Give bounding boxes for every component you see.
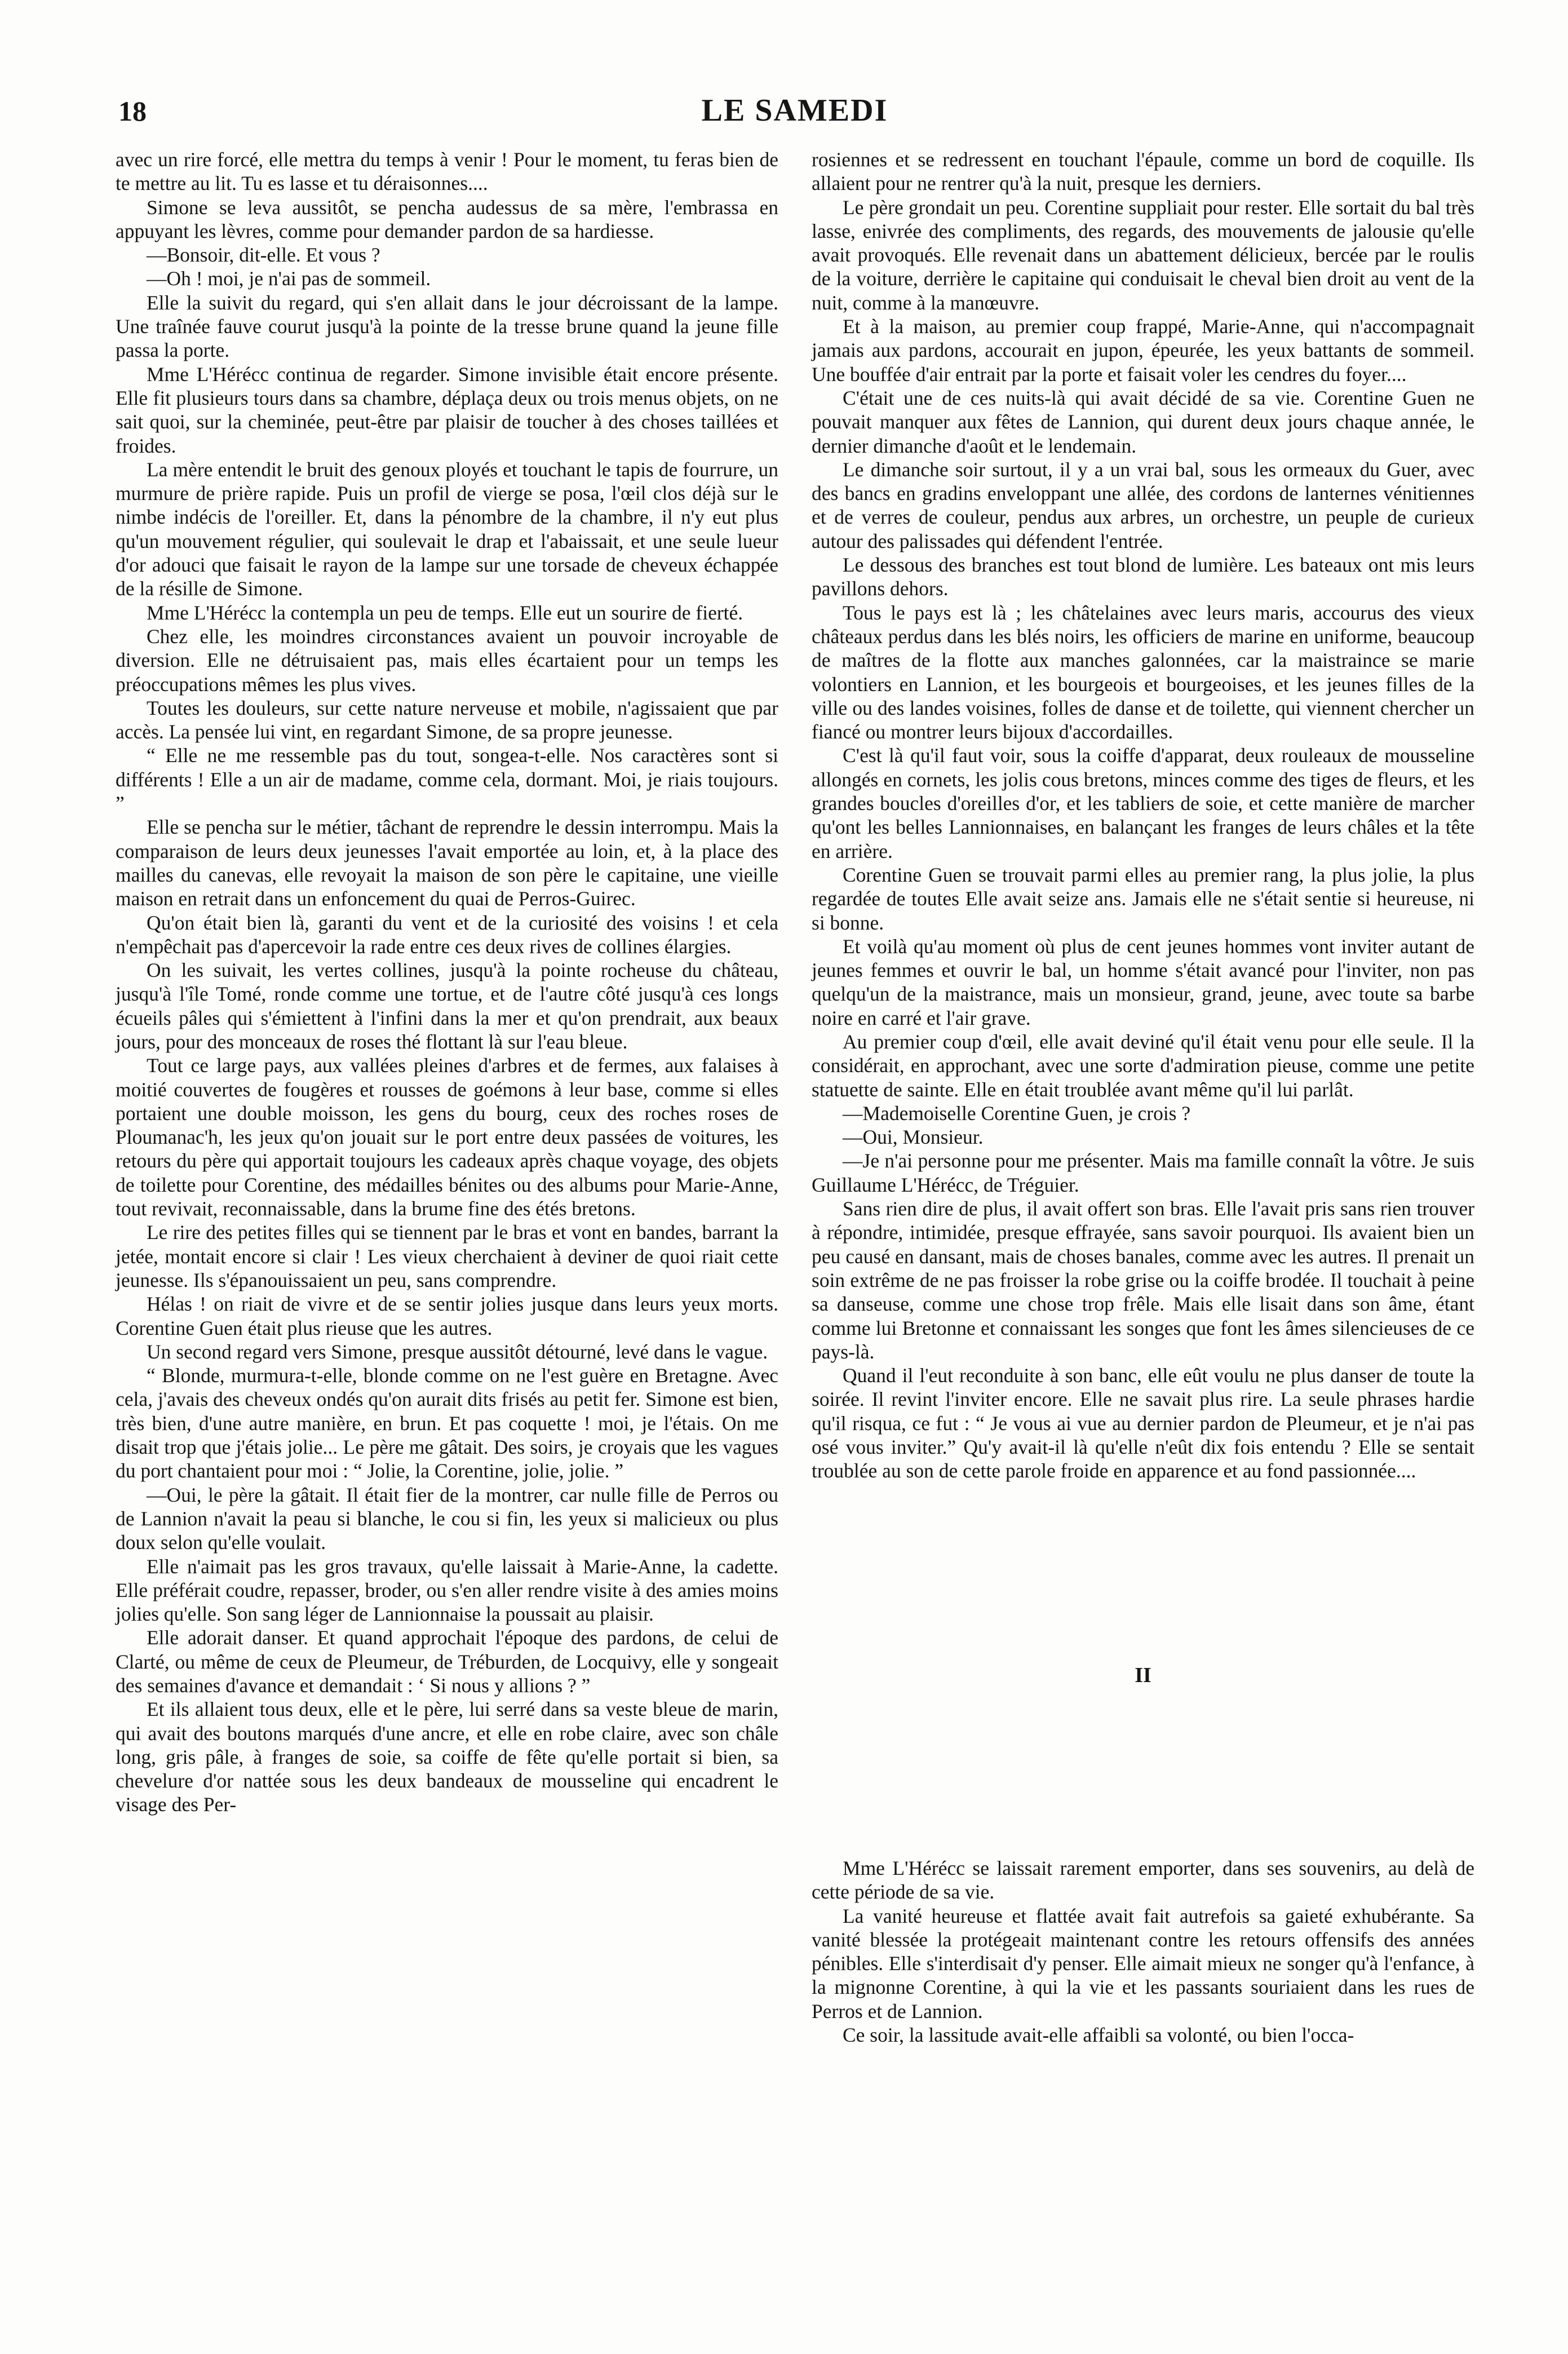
paragraph: Elle n'aimait pas les gros travaux, qu'elle laissait à Marie-Anne, la cadette. Elle préférait coudre, repasser, broder, ou s'en aller rendre visite à des amies moins jolies qu'elle. Son sang léger de Lannionnaise la poussait au plaisir. xyxy=(116,1555,778,1626)
paragraph: Le dessous des branches est tout blond de lumière. Les bateaux ont mis leurs pavillons dehors. xyxy=(812,554,1474,600)
paragraph: “ Blonde, murmura-t-elle, blonde comme on ne l'est guère en Bretagne. Avec cela, j'avais des cheveux ondés qu'on aurait dits frisés au petit fer. Simone est bien, très bien, d'une autre manière, en brun. Et pas coquette ! moi, je l'étais. On me disait trop que j'étais jolie... Le père me gâtait. Des soirs, je croyais que les vagues du port chantaient pour moi : “ Jolie, la Corentine, jolie, jolie. ” xyxy=(116,1364,778,1483)
paragraph: Et ils allaient tous deux, elle et le père, lui serré dans sa veste bleue de marin, qui avait des boutons marqués d'une ancre, et elle en robe claire, avec son châle long, gris pâle, à franges de soie, sa coiffe de fête qu'elle portait si bien, sa chevelure d'or nattée sous les deux bandeaux de mousseline qui encadrent le visage des Per- xyxy=(116,1698,778,1816)
paragraph: Sans rien dire de plus, il avait offert son bras. Elle l'avait pris sans rien trouver à répondre, intimidée, presque effrayée, sans savoir pourquoi. Ils avaient bien un peu causé en dansant, mais de choses banales, comme avec les autres. Il prenait un soin extrême de ne pas froisser la robe grise ou la coiffe brodée. Il touchait à peine sa danseuse, comme une chose trop frêle. Mais elle lisait dans son âme, étant comme lui Bretonne et connaissant les songes que font les âmes silencieuses de ce pays-là. xyxy=(812,1197,1474,1363)
paragraph: —Oh ! moi, je n'ai pas de sommeil. xyxy=(147,267,431,290)
paragraph: Le rire des petites filles qui se tiennent par le bras et vont en bandes, barrant la jetée, montait encore si clair ! Les vieux cherchaient à deviner de quoi riait cette jeunesse. Ils s'épanouissaient un peu, sans comprendre. xyxy=(116,1221,778,1291)
paragraph: Corentine Guen se trouvait parmi elles au premier rang, la plus jolie, la plus regardée de toutes Elle avait seize ans. Jamais elle ne s'était sentie si heureuse, ni si bonne. xyxy=(812,863,1474,934)
right-column-after xyxy=(812,1856,1474,2047)
paragraph: Et à la maison, au premier coup frappé, Marie-Anne, qui n'accompagnait jamais aux pardons, accourait en jupon, épeurée, les yeux battants de sommeil. Une bouffée d'air entrait par la porte et faisait voler les cendres du foyer.... xyxy=(812,315,1474,386)
paragraph: Un second regard vers Simone, presque aussitôt détourné, levé dans le vague. xyxy=(147,1340,768,1363)
paragraph: —Bonsoir, dit-elle. Et vous ? xyxy=(147,244,380,267)
right-column xyxy=(812,148,1474,2047)
paragraph: Tous le pays est là ; les châtelaines avec leurs maris, accourus des vieux châteaux perdus dans les blés noirs, les officiers de marine en uniforme, beaucoup de maîtres de la flotte aux manches galonnées, car la maistraince se marie volontiers en Lannion, et les bourgeois et bourgeoises, et les jeunes filles de la ville ou des landes voisines, folles de danse et de toilette, qui viennent chercher un fiancé ou montrer leurs bijoux d'accordailles. xyxy=(812,601,1474,744)
paragraph: —Je n'ai personne pour me présenter. Mais ma famille connaît la vôtre. Je suis Guillaume L'Hérécc, de Tréguier. xyxy=(812,1149,1474,1196)
paragraph: La mère entendit le bruit des genoux ployés et touchant le tapis de fourrure, un murmure de prière rapide. Puis un profil de vierge se posa, l'œil clos déjà sur le nimbe indécis de l'oreiller. Et, dans la pénombre de la chambre, il n'y eut plus qu'un mouvement régulier, qui soulevait le drap et l'abaissait, et une seule lueur d'or adouci que faisait le rayon de la lampe sur une torsade de cheveux échappée de la résille de Simone. xyxy=(116,458,778,600)
left-column xyxy=(116,148,778,1817)
paragraph: Chez elle, les moindres circonstances avaient un pouvoir incroyable de diversion. Elle ne détruisaient pas, mais elles écartaient pour un temps les préoccupations mêmes les plus vives. xyxy=(116,625,778,696)
section-heading: II xyxy=(1135,1663,1151,1687)
paragraph: Elle la suivit du regard, qui s'en allait dans le jour décroissant de la lampe. Une traînée fauve courut jusqu'à la pointe de la tresse brune quand la jeune fille passa la porte. xyxy=(116,291,778,362)
paragraph: —Oui, le père la gâtait. Il était fier de la montrer, car nulle fille de Perros ou de Lannion n'avait la peau si blanche, le cou si fin, les yeux si malicieux ou plus doux selon qu'elle voulait. xyxy=(116,1483,778,1554)
paragraph: “ Elle ne me ressemble pas du tout, songea-t-elle. Nos caractères sont si différents ! Elle a un air de madame, comme cela, dormant. Moi, je riais toujours. ” xyxy=(116,744,778,815)
paragraph: Au premier coup d'œil, elle avait deviné qu'il était venu pour elle seule. Il la considérait, en approchant, avec une sorte d'admiration pieuse, comme une petite statuette de sainte. Elle en était troublée avant même qu'il lui parlât. xyxy=(812,1030,1474,1101)
paragraph: C'est là qu'il faut voir, sous la coiffe d'apparat, deux rouleaux de mousseline allongés en cornets, les jolis cous bretons, minces comme des tiges de fleurs, et les grandes boucles d'oreilles d'or, et les tabliers de soie, et cette manière de marcher qu'ont les belles Lannionnaises, en balançant les franges de leurs châles et la tête en arrière. xyxy=(812,744,1474,862)
paragraph: Le dimanche soir surtout, il y a un vrai bal, sous les ormeaux du Guer, avec des bancs en gradins enveloppant une allée, des cordons de lanternes vénitiennes et de verres de couleur, pendus aux arbres, un orchestre, un peuple de curieux autour des palissades qui défendent l'entrée. xyxy=(812,458,1474,552)
paragraph: Tout ce large pays, aux vallées pleines d'arbres et de fermes, aux falaises à moitié couvertes de fougères et rousses de goémons à leur base, comme si elles portaient une double moisson, les gens du bourg, ceux des roches roses de Ploumanac'h, les jeux qu'on jouait sur le port entre deux passées de voitures, les retours du père qui apportait toujours les cadeaux après chaque voyage, des objets de toilette pour Corentine, des médailles bénites ou des albums pour Marie-Anne, tout revivait, reconnaissable, dans la brume fine des étés bretons. xyxy=(116,1054,778,1220)
paragraph: Toutes les douleurs, sur cette nature nerveuse et mobile, n'agissaient que par accès. La pensée lui vint, en regardant Simone, de sa propre jeunesse. xyxy=(116,696,778,744)
paragraph: La vanité heureuse et flattée avait fait autrefois sa gaieté exhubérante. Sa vanité blessée la protégeait maintenant contre les retours offensifs des années pénibles. Elle s'interdisait d'y penser. Elle aimait mieux ne songer qu'à l'enfance, à la mignonne Corentine, à qui la vie et les passants souriaient dans les rues de Perros et de Lannion. xyxy=(812,1904,1474,2023)
paragraph: avec un rire forcé, elle mettra du temps à venir ! Pour le moment, tu feras bien de te mettre au lit. Tu es lasse et tu déraisonnes.... xyxy=(116,148,778,195)
paragraph: Qu'on était bien là, garanti du vent et de la curiosité des voisins ! et cela n'empêchait pas d'apercevoir la rade entre ces deux rives de collines élargies. xyxy=(116,911,778,958)
paragraph: —Mademoiselle Corentine Guen, je crois ? xyxy=(843,1101,1191,1125)
paragraph: Mme L'Hérécc la contempla un peu de temps. Elle eut un sourire de fierté. xyxy=(147,601,743,624)
paragraph: Quand il l'eut reconduite à son banc, elle eût voulu ne plus danser de toute la soirée. Il revint l'inviter encore. Elle ne savait plus rire. La seule phrases hardie qu'il risqua, ce fut : “ Je vous ai vue au dernier pardon de Pleumeur, et je n'ai pas osé vous inviter.” Qu'y avait-il là qu'elle n'eût dix fois entendu ? Elle se sentait troublée au son de cette parole froide en apparence et au fond passionnée.... xyxy=(812,1364,1474,1483)
paragraph: Ce soir, la lassitude avait-elle affaibli sa volonté, ou bien l'occa- xyxy=(843,2024,1354,2046)
paragraph: Elle adorait danser. Et quand approchait l'époque des pardons, de celui de Clarté, ou même de ceux de Pleumeur, de Tréburden, de Locquivy, elle y songeait des semaines d'avance et demandait : ‘ Si nous y allions ? ” xyxy=(116,1626,778,1697)
paragraph: Hélas ! on riait de vivre et de se sentir jolies jusque dans leurs yeux morts. Corentine Guen était plus rieuse que les autres. xyxy=(116,1293,778,1339)
paragraph: rosiennes et se redressent en touchant l'épaule, comme un bord de coquille. Ils allaient pour ne rentrer qu'à la nuit, presque les derniers. xyxy=(812,148,1474,195)
paragraph: Simone se leva aussitôt, se pencha audessus de sa mère, l'embrassa en appuyant les lèvres, comme pour demander pardon de sa hardiesse. xyxy=(116,196,778,242)
paragraph: Le père grondait un peu. Corentine suppliait pour rester. Elle sortait du bal très lasse, enivrée des compliments, des regards, des mouvements de jalousie qu'elle avait provoqués. Elle revenait dans un abattement délicieux, bercée par le roulis de la voiture, derrière le capitaine qui conduisait le cheval bien droit au vent de la nuit, comme à la manœuvre. xyxy=(812,196,1474,314)
right-column-before xyxy=(812,148,1474,1483)
page-header xyxy=(118,90,1471,141)
paragraph: Elle se pencha sur le métier, tâchant de reprendre le dessin interrompu. Mais la comparaison de leurs deux jeunesses l'avait emportée au loin, et, à la place des mailles du canevas, elle revoyait la maison de son père le capitaine, une vieille maison en retrait dans un enfoncement du quai de Perros-Guirec. xyxy=(116,816,778,910)
page-number: 18 xyxy=(118,95,147,127)
paragraph: —Oui, Monsieur. xyxy=(843,1126,984,1149)
paragraph: Mme L'Hérécc continua de regarder. Simone invisible était encore présente. Elle fit plusieurs tours dans sa chambre, déplaça deux ou trois menus objets, on ne sait quoi, sur la cheminée, peut-être par plaisir de toucher à des choses taillées et froides. xyxy=(116,362,778,457)
paragraph: Mme L'Hérécc se laissait rarement emporter, dans ses souvenirs, au delà de cette période de sa vie. xyxy=(812,1856,1474,1904)
paragraph: Et voilà qu'au moment où plus de cent jeunes hommes vont inviter autant de jeunes femmes et ouvrir le bal, un homme s'était avancé pour l'inviter, non pas quelqu'un de la maistrance, mais un monsieur, grand, jeune, avec toute sa barbe noire en carré et l'air grave. xyxy=(812,935,1474,1029)
paragraph: C'était une de ces nuits-là qui avait décidé de sa vie. Corentine Guen ne pouvait manquer aux fêtes de Lannion, qui durent deux jours chaque année, le dernier dimanche d'août et le lendemain. xyxy=(812,386,1474,457)
paragraph: On les suivait, les vertes collines, jusqu'à la pointe rocheuse du château, jusqu'à l'île Tomé, ronde comme une tortue, et de l'autre côté jusqu'à ces longs écueils pâles qui s'émiettent à l'infini dans la mer et qu'on prendrait, aux beaux jours, pour des monceaux de roses thé flottant là sur l'eau bleue. xyxy=(116,959,778,1053)
journal-title: LE SAMEDI xyxy=(701,93,888,128)
